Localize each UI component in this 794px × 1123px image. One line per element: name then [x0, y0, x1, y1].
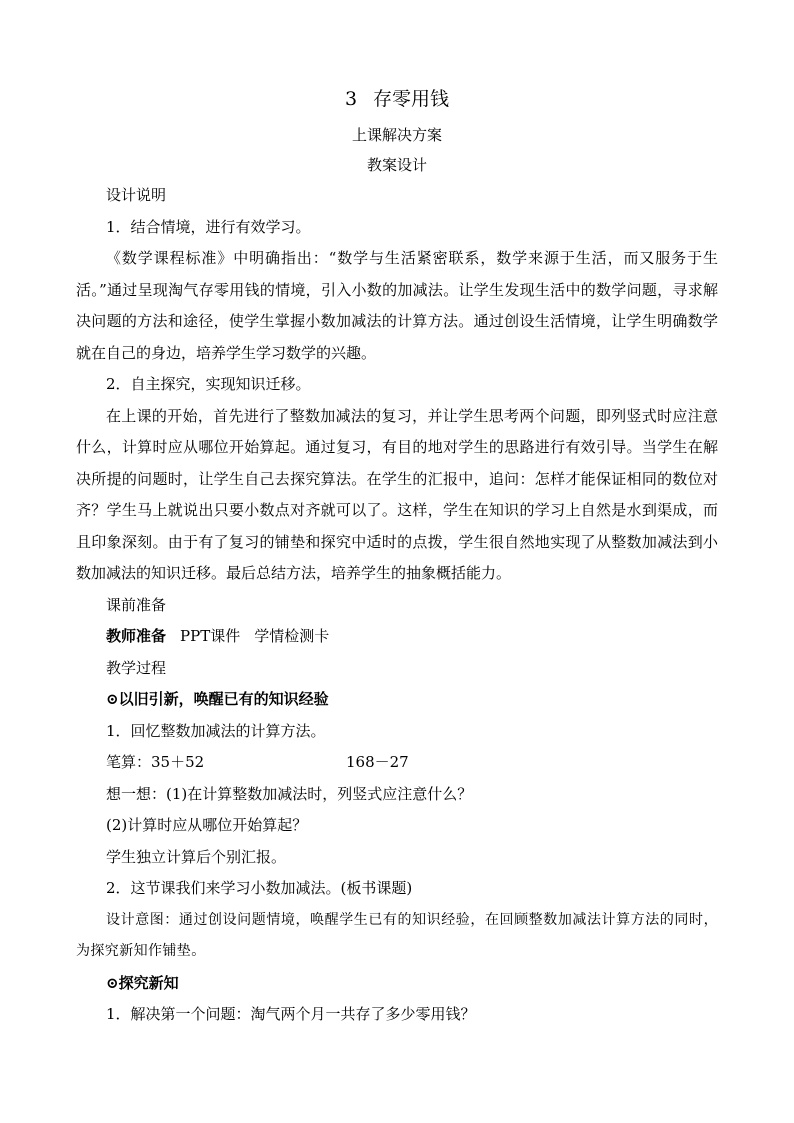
lesson-title: 存零用钱: [373, 88, 450, 110]
teacher-preparation: [76, 621, 718, 653]
part-2-item-1: 1．解决第一个问题：淘气两个月一共存了多少零用钱？: [106, 1005, 476, 1023]
calc-expr-1: 35＋52: [151, 753, 205, 771]
think-question-2: (2)计算时应从哪位开始算起？: [106, 816, 308, 834]
lesson-number: 3: [344, 88, 358, 110]
part-1-heading: ⊙以旧引新，唤醒已有的知识经验: [106, 690, 329, 708]
calculation-line: [76, 747, 718, 779]
design-item-1-body: 《数学课程标准》中明确指出：“数学与生活紧密联系，数学来源于生活，而又服务于生活。”通过呈现淘气存零用钱的情境，引入小数的加减法。让学生发现生活中的数学问题，寻求解决问题的方法和途径，使学生掌握小数加减法的计算方法。通过创设生活情境，让学生明确数学就在自己的身边，培养学生学习数学的兴趣。: [76, 249, 718, 362]
calc-expr-2: 168－27: [346, 753, 409, 771]
design-item-2-body: 在上课的开始，首先进行了整数加减法的复习，并让学生思考两个问题，即列竖式时应注意什么，计算时应从哪位开始算起。通过复习，有目的地对学生的思路进行有效引导。当学生在解决所提的问题时，让学生自己去探究算法。在学生的汇报中，追问：怎样才能保证相同的数位对齐？学生马上就说出只要小数点对齐就可以了。这样，学生在知识的学习上自然是水到渠成，而且印象深刻。由于有了复习的铺垫和探究中适时的点拨，学生很自然地实现了从整数加减法到小数加减法的知识迁移。最后总结方法，培养学生的抽象概括能力。: [76, 406, 718, 582]
prep-item-ppt: PPT课件: [180, 627, 241, 645]
design-intent: 设计意图：通过创设问题情境，唤醒学生已有的知识经验，在回顾整数加减法计算方法的同时，为探究新知作铺垫。: [76, 911, 718, 959]
subtitle-lesson-plan: 教案设计: [366, 156, 427, 174]
document-content: [76, 86, 718, 1031]
section-preparation: 课前准备: [106, 595, 167, 614]
design-item-2-heading: 2．自主探究，实现知识迁移。: [106, 375, 311, 393]
calc-first: [76, 747, 316, 779]
part-1-item-2: 2．这节课我们来学习小数加减法。(板书课题): [106, 879, 413, 897]
part-2-heading: ⊙探究新知: [106, 973, 179, 992]
page-title: [76, 86, 718, 112]
prep-item-card: 学情检测卡: [254, 627, 330, 645]
teacher-prep-label: 教师准备: [106, 627, 167, 645]
design-item-1-heading: 1．结合情境，进行有效学习。: [106, 217, 311, 236]
calc-label: 笔算：: [106, 753, 152, 771]
section-design-notes: 设计说明: [106, 186, 167, 204]
section-teaching-process: 教学过程: [106, 658, 167, 677]
student-report: 学生独立计算后个别汇报。: [106, 847, 287, 866]
part-1-item-1: 1．回忆整数加减法的计算方法。: [106, 721, 326, 740]
subtitle-solution: 上课解决方案: [351, 126, 442, 144]
think-question-1: 想一想：(1)在计算整数加减法时，列竖式应注意什么？: [106, 784, 473, 803]
